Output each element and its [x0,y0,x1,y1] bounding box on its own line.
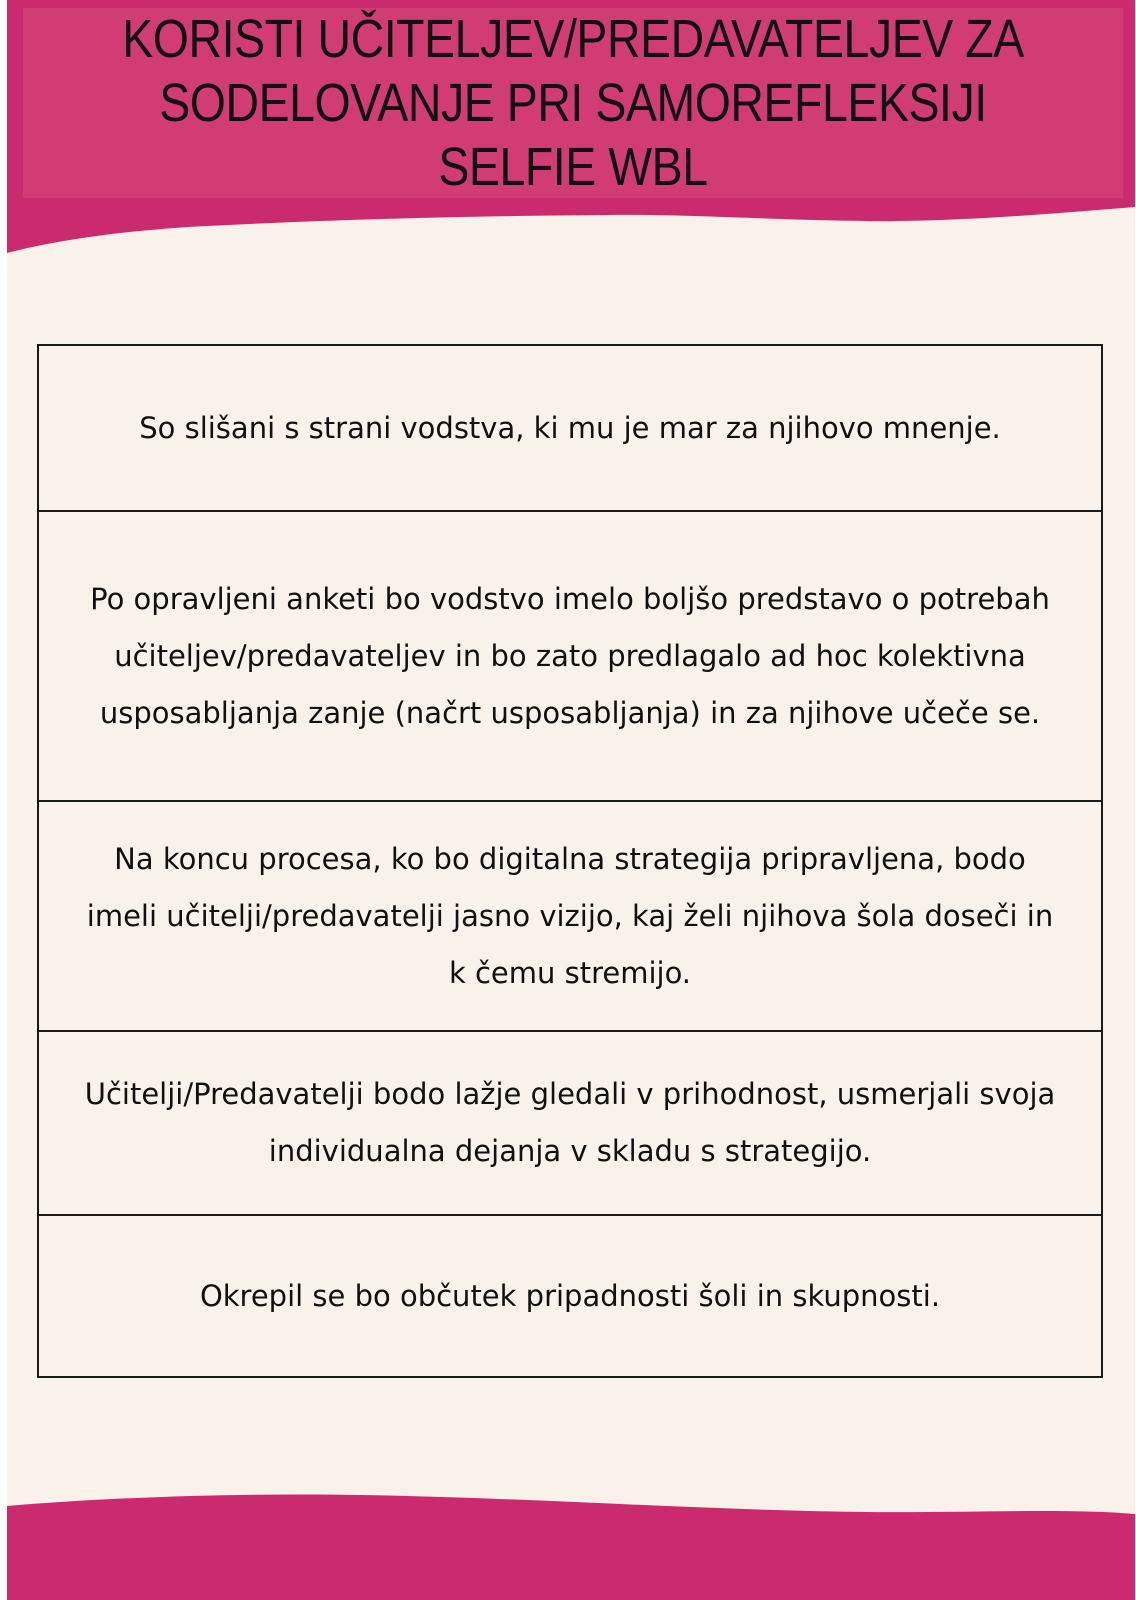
benefit-text: Na koncu procesa, ko bo digitalna strategija pripravljena, bodo imeli učitelji/predavatelji jasno vizijo, kaj želi njihova šola doseči in k čemu stremijo. [86,841,1054,990]
title-block [23,8,1123,198]
title-line-2: SODELOVANJE PRI SAMOREFLEKSIJI SELFIE WBL [159,73,987,197]
benefit-row [39,1032,1101,1216]
benefits-table [37,344,1103,1378]
footer-wave [7,1490,1135,1600]
benefit-row [39,512,1101,802]
benefit-text: Okrepil se bo občutek pripadnosti šoli in skupnosti. [199,1278,941,1313]
footer-wave-shape [7,1494,1135,1600]
benefit-text: So slišani s strani vodstva, ki mu je mar za njihovo mnenje. [139,410,1001,445]
benefit-row [39,346,1101,512]
benefit-text: Po opravljeni anketi bo vodstvo imelo boljšo predstavo o potrebah učiteljev/predavateljev in bo zato predlagalo ad hoc kolektivna usposabljanja zanje (načrt usposabljanja) in za njihove učeče se. [90,581,1050,730]
page-title [100,7,1046,199]
benefit-row [39,802,1101,1032]
page [7,0,1135,1600]
title-line-1: KORISTI UČITELJEV/PREDAVATELJEV ZA [122,9,1024,69]
benefit-text: Učitelji/Predavatelji bodo lažje gledali v prihodnost, usmerjali svoja individualna dejanja v skladu s strategijo. [84,1077,1056,1168]
benefit-row [39,1216,1101,1376]
